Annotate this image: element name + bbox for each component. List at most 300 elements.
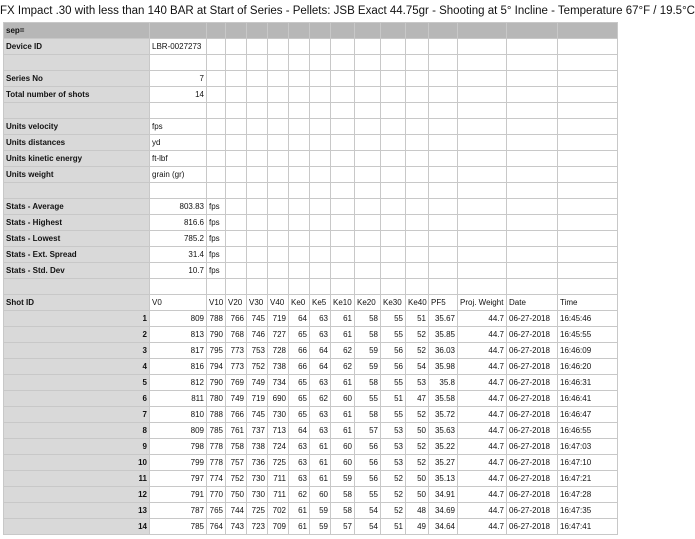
shot-value-cell[interactable]: 745 xyxy=(247,407,268,423)
shot-value-cell[interactable]: 06-27-2018 xyxy=(507,503,558,519)
shot-value-cell[interactable]: 55 xyxy=(381,311,406,327)
empty-cell[interactable] xyxy=(507,215,558,231)
empty-cell[interactable] xyxy=(268,263,289,279)
shot-value-cell[interactable]: 35.8 xyxy=(429,375,458,391)
empty-cell[interactable] xyxy=(458,71,507,87)
empty-cell[interactable] xyxy=(289,279,310,295)
shot-value-cell[interactable]: 799 xyxy=(150,455,207,471)
empty-cell[interactable] xyxy=(310,23,331,39)
column-header[interactable]: Ke0 xyxy=(289,295,310,311)
column-header[interactable]: Ke5 xyxy=(310,295,331,311)
shot-value-cell[interactable]: 57 xyxy=(355,423,381,439)
shot-value-cell[interactable]: 62 xyxy=(310,391,331,407)
shot-value-cell[interactable]: 52 xyxy=(406,343,429,359)
empty-cell[interactable] xyxy=(207,279,226,295)
empty-cell[interactable] xyxy=(406,103,429,119)
shot-value-cell[interactable]: 44.7 xyxy=(458,391,507,407)
shot-value-cell[interactable]: 44.7 xyxy=(458,311,507,327)
empty-cell[interactable] xyxy=(507,231,558,247)
shot-value-cell[interactable]: 737 xyxy=(247,423,268,439)
empty-cell[interactable] xyxy=(310,103,331,119)
empty-cell[interactable] xyxy=(406,55,429,71)
empty-cell[interactable] xyxy=(381,231,406,247)
empty-cell[interactable] xyxy=(268,71,289,87)
empty-cell[interactable] xyxy=(289,231,310,247)
empty-cell[interactable] xyxy=(429,39,458,55)
units-value[interactable]: yd xyxy=(150,135,207,151)
shot-value-cell[interactable]: 51 xyxy=(381,391,406,407)
empty-cell[interactable] xyxy=(507,71,558,87)
empty-cell[interactable] xyxy=(247,263,268,279)
empty-cell[interactable] xyxy=(381,183,406,199)
shot-value-cell[interactable]: 788 xyxy=(207,311,226,327)
shot-value-cell[interactable]: 06-27-2018 xyxy=(507,359,558,375)
shot-value-cell[interactable]: 743 xyxy=(226,519,247,535)
shot-value-cell[interactable]: 744 xyxy=(226,503,247,519)
stats-value[interactable]: 10.7 xyxy=(150,263,207,279)
shot-value-cell[interactable]: 62 xyxy=(331,343,355,359)
empty-cell[interactable] xyxy=(207,119,226,135)
shot-value-cell[interactable]: 53 xyxy=(406,375,429,391)
shot-value-cell[interactable]: 58 xyxy=(355,311,381,327)
empty-cell[interactable] xyxy=(355,215,381,231)
shot-value-cell[interactable]: 06-27-2018 xyxy=(507,343,558,359)
shot-value-cell[interactable]: 738 xyxy=(247,439,268,455)
shot-value-cell[interactable]: 61 xyxy=(331,407,355,423)
empty-cell[interactable] xyxy=(429,87,458,103)
shot-value-cell[interactable]: 44.7 xyxy=(458,423,507,439)
shot-value-cell[interactable]: 55 xyxy=(355,391,381,407)
empty-cell[interactable] xyxy=(247,231,268,247)
empty-cell[interactable] xyxy=(247,23,268,39)
shot-value-cell[interactable]: 723 xyxy=(247,519,268,535)
shot-value-cell[interactable]: 785 xyxy=(207,423,226,439)
empty-cell[interactable] xyxy=(406,151,429,167)
empty-cell[interactable] xyxy=(458,167,507,183)
shot-value-cell[interactable]: 766 xyxy=(226,311,247,327)
empty-cell[interactable] xyxy=(331,247,355,263)
empty-cell[interactable] xyxy=(310,183,331,199)
stats-value[interactable]: 785.2 xyxy=(150,231,207,247)
empty-cell[interactable] xyxy=(406,199,429,215)
empty-cell[interactable] xyxy=(310,151,331,167)
shot-value-cell[interactable]: 16:46:41 xyxy=(558,391,618,407)
shot-value-cell[interactable]: 773 xyxy=(226,359,247,375)
shot-value-cell[interactable]: 816 xyxy=(150,359,207,375)
units-value[interactable]: ft-lbf xyxy=(150,151,207,167)
shot-value-cell[interactable]: 734 xyxy=(268,375,289,391)
empty-cell[interactable] xyxy=(558,215,618,231)
empty-cell[interactable] xyxy=(406,247,429,263)
shot-value-cell[interactable]: 728 xyxy=(268,343,289,359)
shot-value-cell[interactable]: 35.98 xyxy=(429,359,458,375)
empty-cell[interactable] xyxy=(558,87,618,103)
shot-value-cell[interactable]: 62 xyxy=(331,359,355,375)
shot-value-cell[interactable]: 65 xyxy=(289,391,310,407)
shot-value-cell[interactable]: 44.7 xyxy=(458,487,507,503)
empty-cell[interactable] xyxy=(268,151,289,167)
empty-cell[interactable] xyxy=(381,263,406,279)
empty-cell[interactable] xyxy=(429,215,458,231)
empty-cell[interactable] xyxy=(289,135,310,151)
empty-cell[interactable] xyxy=(226,215,247,231)
empty-cell[interactable] xyxy=(458,87,507,103)
shot-value-cell[interactable]: 59 xyxy=(331,471,355,487)
shot-value-cell[interactable]: 35.67 xyxy=(429,311,458,327)
shot-value-cell[interactable]: 797 xyxy=(150,471,207,487)
empty-cell[interactable] xyxy=(558,135,618,151)
shot-value-cell[interactable]: 795 xyxy=(207,343,226,359)
units-label[interactable]: Units kinetic energy xyxy=(4,151,150,167)
empty-cell[interactable] xyxy=(429,103,458,119)
shot-value-cell[interactable]: 809 xyxy=(150,423,207,439)
empty-cell[interactable] xyxy=(429,151,458,167)
empty-cell[interactable] xyxy=(558,231,618,247)
empty-cell[interactable] xyxy=(458,39,507,55)
empty-cell[interactable] xyxy=(268,215,289,231)
empty-cell[interactable] xyxy=(207,167,226,183)
units-label[interactable]: Units velocity xyxy=(4,119,150,135)
shot-value-cell[interactable]: 06-27-2018 xyxy=(507,407,558,423)
shot-value-cell[interactable]: 16:46:47 xyxy=(558,407,618,423)
empty-cell[interactable] xyxy=(429,199,458,215)
shot-value-cell[interactable]: 749 xyxy=(226,391,247,407)
empty-cell[interactable] xyxy=(310,215,331,231)
empty-cell[interactable] xyxy=(507,135,558,151)
empty-cell[interactable] xyxy=(381,103,406,119)
shot-value-cell[interactable]: 725 xyxy=(247,503,268,519)
empty-cell[interactable] xyxy=(507,151,558,167)
shot-value-cell[interactable]: 63 xyxy=(310,423,331,439)
empty-cell[interactable] xyxy=(331,199,355,215)
shot-value-cell[interactable]: 35.22 xyxy=(429,439,458,455)
shot-value-cell[interactable]: 06-27-2018 xyxy=(507,311,558,327)
shot-value-cell[interactable]: 59 xyxy=(355,343,381,359)
empty-cell[interactable] xyxy=(406,183,429,199)
shot-value-cell[interactable]: 44.7 xyxy=(458,519,507,535)
empty-cell[interactable] xyxy=(381,39,406,55)
shot-value-cell[interactable]: 60 xyxy=(331,455,355,471)
stats-label[interactable]: Stats - Lowest xyxy=(4,231,150,247)
empty-cell[interactable] xyxy=(310,135,331,151)
empty-cell[interactable] xyxy=(268,103,289,119)
shot-value-cell[interactable]: 711 xyxy=(268,471,289,487)
empty-cell[interactable] xyxy=(226,231,247,247)
empty-cell[interactable] xyxy=(207,55,226,71)
empty-cell[interactable] xyxy=(226,103,247,119)
shot-value-cell[interactable]: 817 xyxy=(150,343,207,359)
column-header[interactable]: Ke40 xyxy=(406,295,429,311)
empty-cell[interactable] xyxy=(331,103,355,119)
series-label[interactable]: Series No xyxy=(4,71,150,87)
empty-cell[interactable] xyxy=(226,23,247,39)
shot-value-cell[interactable]: 746 xyxy=(247,327,268,343)
empty-cell[interactable] xyxy=(226,151,247,167)
shot-value-cell[interactable]: 690 xyxy=(268,391,289,407)
shot-value-cell[interactable]: 813 xyxy=(150,327,207,343)
empty-cell[interactable] xyxy=(558,119,618,135)
empty-cell[interactable] xyxy=(458,151,507,167)
empty-cell[interactable] xyxy=(247,55,268,71)
empty-cell[interactable] xyxy=(310,247,331,263)
shot-value-cell[interactable]: 16:47:03 xyxy=(558,439,618,455)
empty-cell[interactable] xyxy=(507,55,558,71)
empty-cell[interactable] xyxy=(331,231,355,247)
shot-value-cell[interactable]: 16:47:21 xyxy=(558,471,618,487)
stats-label[interactable]: Stats - Std. Dev xyxy=(4,263,150,279)
empty-cell[interactable] xyxy=(289,183,310,199)
empty-cell[interactable] xyxy=(507,183,558,199)
empty-cell[interactable] xyxy=(507,199,558,215)
empty-cell[interactable] xyxy=(458,231,507,247)
shot-value-cell[interactable]: 60 xyxy=(331,439,355,455)
empty-cell[interactable] xyxy=(558,199,618,215)
empty-cell[interactable] xyxy=(355,247,381,263)
empty-cell[interactable] xyxy=(310,167,331,183)
shot-value-cell[interactable]: 711 xyxy=(268,487,289,503)
empty-cell[interactable] xyxy=(507,119,558,135)
shot-value-cell[interactable]: 766 xyxy=(226,407,247,423)
shot-value-cell[interactable]: 53 xyxy=(381,455,406,471)
empty-cell[interactable] xyxy=(268,247,289,263)
empty-label-cell[interactable] xyxy=(4,279,150,295)
column-header[interactable]: V0 xyxy=(150,295,207,311)
empty-cell[interactable] xyxy=(406,215,429,231)
shot-value-cell[interactable]: 809 xyxy=(150,311,207,327)
empty-cell[interactable] xyxy=(355,39,381,55)
empty-cell[interactable] xyxy=(381,87,406,103)
column-header[interactable]: PF5 xyxy=(429,295,458,311)
empty-cell[interactable] xyxy=(331,167,355,183)
shot-value-cell[interactable]: 50 xyxy=(406,423,429,439)
shot-value-cell[interactable]: 790 xyxy=(207,327,226,343)
shot-value-cell[interactable]: 758 xyxy=(226,439,247,455)
empty-cell[interactable] xyxy=(406,23,429,39)
shot-value-cell[interactable]: 61 xyxy=(310,471,331,487)
shot-value-cell[interactable]: 63 xyxy=(289,439,310,455)
empty-cell[interactable] xyxy=(226,247,247,263)
empty-cell[interactable] xyxy=(268,183,289,199)
empty-cell[interactable] xyxy=(507,247,558,263)
shot-value-cell[interactable]: 62 xyxy=(289,487,310,503)
shot-value-cell[interactable]: 47 xyxy=(406,391,429,407)
shot-value-cell[interactable]: 64 xyxy=(310,343,331,359)
empty-cell[interactable] xyxy=(331,119,355,135)
empty-cell[interactable] xyxy=(558,167,618,183)
empty-cell[interactable] xyxy=(458,135,507,151)
empty-cell[interactable] xyxy=(247,135,268,151)
empty-cell[interactable] xyxy=(247,167,268,183)
shot-value-cell[interactable]: 56 xyxy=(381,359,406,375)
stats-value[interactable]: 31.4 xyxy=(150,247,207,263)
shot-value-cell[interactable]: 50 xyxy=(406,487,429,503)
empty-cell[interactable] xyxy=(247,199,268,215)
empty-cell[interactable] xyxy=(381,279,406,295)
shot-value-cell[interactable]: 66 xyxy=(289,359,310,375)
shot-value-cell[interactable]: 35.63 xyxy=(429,423,458,439)
empty-cell[interactable] xyxy=(310,231,331,247)
empty-cell[interactable] xyxy=(226,39,247,55)
shot-value-cell[interactable]: 56 xyxy=(355,455,381,471)
empty-cell[interactable] xyxy=(289,263,310,279)
stats-unit[interactable]: fps xyxy=(207,247,226,263)
series-value[interactable]: 14 xyxy=(150,87,207,103)
empty-cell[interactable] xyxy=(381,55,406,71)
shot-value-cell[interactable]: 61 xyxy=(310,439,331,455)
shot-value-cell[interactable]: 719 xyxy=(268,311,289,327)
shot-value-cell[interactable]: 54 xyxy=(406,359,429,375)
shot-value-cell[interactable]: 773 xyxy=(226,343,247,359)
stats-unit[interactable]: fps xyxy=(207,231,226,247)
empty-cell[interactable] xyxy=(310,71,331,87)
stats-unit[interactable]: fps xyxy=(207,199,226,215)
empty-cell[interactable] xyxy=(331,135,355,151)
empty-cell[interactable] xyxy=(355,167,381,183)
empty-cell[interactable] xyxy=(268,55,289,71)
shot-value-cell[interactable]: 55 xyxy=(381,375,406,391)
empty-cell[interactable] xyxy=(289,119,310,135)
shot-value-cell[interactable]: 55 xyxy=(355,487,381,503)
shot-value-cell[interactable]: 60 xyxy=(331,391,355,407)
shot-value-cell[interactable]: 750 xyxy=(226,487,247,503)
shot-value-cell[interactable]: 61 xyxy=(310,455,331,471)
empty-label-cell[interactable] xyxy=(4,183,150,199)
empty-cell[interactable] xyxy=(331,215,355,231)
shot-value-cell[interactable]: 780 xyxy=(207,391,226,407)
shot-id-cell[interactable]: 1 xyxy=(4,311,150,327)
column-header[interactable]: V30 xyxy=(247,295,268,311)
shot-value-cell[interactable]: 35.72 xyxy=(429,407,458,423)
shot-value-cell[interactable]: 768 xyxy=(226,327,247,343)
empty-cell[interactable] xyxy=(381,247,406,263)
shot-value-cell[interactable]: 35.58 xyxy=(429,391,458,407)
empty-cell[interactable] xyxy=(268,279,289,295)
empty-cell[interactable] xyxy=(289,215,310,231)
shot-id-cell[interactable]: 13 xyxy=(4,503,150,519)
empty-cell[interactable] xyxy=(458,183,507,199)
empty-cell[interactable] xyxy=(429,135,458,151)
shot-value-cell[interactable]: 35.27 xyxy=(429,455,458,471)
shot-value-cell[interactable]: 61 xyxy=(331,423,355,439)
empty-cell[interactable] xyxy=(429,247,458,263)
empty-cell[interactable] xyxy=(289,39,310,55)
empty-cell[interactable] xyxy=(247,279,268,295)
shot-value-cell[interactable]: 761 xyxy=(226,423,247,439)
shot-id-cell[interactable]: 11 xyxy=(4,471,150,487)
shot-value-cell[interactable]: 50 xyxy=(406,471,429,487)
shot-value-cell[interactable]: 59 xyxy=(355,359,381,375)
shot-id-cell[interactable]: 5 xyxy=(4,375,150,391)
shot-value-cell[interactable]: 35.13 xyxy=(429,471,458,487)
empty-cell[interactable] xyxy=(429,23,458,39)
shot-value-cell[interactable]: 56 xyxy=(355,471,381,487)
shot-value-cell[interactable]: 53 xyxy=(381,423,406,439)
shot-value-cell[interactable]: 727 xyxy=(268,327,289,343)
shot-id-cell[interactable]: 8 xyxy=(4,423,150,439)
empty-cell[interactable] xyxy=(207,151,226,167)
empty-cell[interactable] xyxy=(289,247,310,263)
shot-value-cell[interactable]: 757 xyxy=(226,455,247,471)
shot-id-cell[interactable]: 14 xyxy=(4,519,150,535)
shot-value-cell[interactable]: 63 xyxy=(310,375,331,391)
empty-cell[interactable] xyxy=(406,167,429,183)
column-header[interactable]: Proj. Weight xyxy=(458,295,507,311)
empty-cell[interactable] xyxy=(310,55,331,71)
shot-id-cell[interactable]: 2 xyxy=(4,327,150,343)
shot-value-cell[interactable]: 16:45:55 xyxy=(558,327,618,343)
shot-value-cell[interactable]: 16:46:09 xyxy=(558,343,618,359)
empty-cell[interactable] xyxy=(381,215,406,231)
empty-cell[interactable] xyxy=(355,231,381,247)
shot-value-cell[interactable]: 769 xyxy=(226,375,247,391)
empty-cell[interactable] xyxy=(458,215,507,231)
empty-cell[interactable] xyxy=(355,71,381,87)
shot-value-cell[interactable]: 63 xyxy=(310,327,331,343)
empty-cell[interactable] xyxy=(247,87,268,103)
shot-value-cell[interactable]: 48 xyxy=(406,503,429,519)
empty-cell[interactable] xyxy=(381,119,406,135)
empty-cell[interactable] xyxy=(226,263,247,279)
stats-value[interactable]: 816.6 xyxy=(150,215,207,231)
shot-value-cell[interactable]: 778 xyxy=(207,439,226,455)
empty-cell[interactable] xyxy=(247,215,268,231)
shot-value-cell[interactable]: 749 xyxy=(247,375,268,391)
shot-value-cell[interactable]: 61 xyxy=(289,519,310,535)
shot-value-cell[interactable]: 57 xyxy=(331,519,355,535)
shot-value-cell[interactable]: 35.85 xyxy=(429,327,458,343)
shot-value-cell[interactable]: 752 xyxy=(247,359,268,375)
shot-value-cell[interactable]: 54 xyxy=(355,503,381,519)
empty-cell[interactable] xyxy=(558,247,618,263)
empty-cell[interactable] xyxy=(558,71,618,87)
shot-value-cell[interactable]: 63 xyxy=(310,407,331,423)
empty-cell[interactable] xyxy=(507,103,558,119)
empty-cell[interactable] xyxy=(247,103,268,119)
empty-cell[interactable] xyxy=(310,39,331,55)
shot-value-cell[interactable]: 44.7 xyxy=(458,327,507,343)
empty-cell[interactable] xyxy=(558,263,618,279)
empty-cell[interactable] xyxy=(507,263,558,279)
empty-cell[interactable] xyxy=(406,279,429,295)
shot-value-cell[interactable]: 787 xyxy=(150,503,207,519)
empty-cell[interactable] xyxy=(207,87,226,103)
shot-value-cell[interactable]: 56 xyxy=(381,343,406,359)
empty-cell[interactable] xyxy=(381,135,406,151)
shot-value-cell[interactable]: 730 xyxy=(268,407,289,423)
empty-cell[interactable] xyxy=(381,71,406,87)
empty-cell[interactable] xyxy=(247,71,268,87)
empty-cell[interactable] xyxy=(355,279,381,295)
empty-cell[interactable] xyxy=(289,103,310,119)
shot-value-cell[interactable]: 52 xyxy=(381,471,406,487)
shot-value-cell[interactable]: 54 xyxy=(355,519,381,535)
empty-cell[interactable] xyxy=(289,55,310,71)
empty-cell[interactable] xyxy=(558,151,618,167)
shot-value-cell[interactable]: 06-27-2018 xyxy=(507,487,558,503)
empty-cell[interactable] xyxy=(355,103,381,119)
empty-cell[interactable] xyxy=(558,23,618,39)
shot-value-cell[interactable]: 753 xyxy=(247,343,268,359)
empty-cell[interactable] xyxy=(247,151,268,167)
shot-value-cell[interactable]: 774 xyxy=(207,471,226,487)
empty-label-cell[interactable] xyxy=(4,55,150,71)
empty-cell[interactable] xyxy=(355,135,381,151)
empty-cell[interactable] xyxy=(150,103,207,119)
empty-cell[interactable] xyxy=(310,87,331,103)
empty-cell[interactable] xyxy=(406,119,429,135)
column-header[interactable]: V40 xyxy=(268,295,289,311)
empty-cell[interactable] xyxy=(247,39,268,55)
